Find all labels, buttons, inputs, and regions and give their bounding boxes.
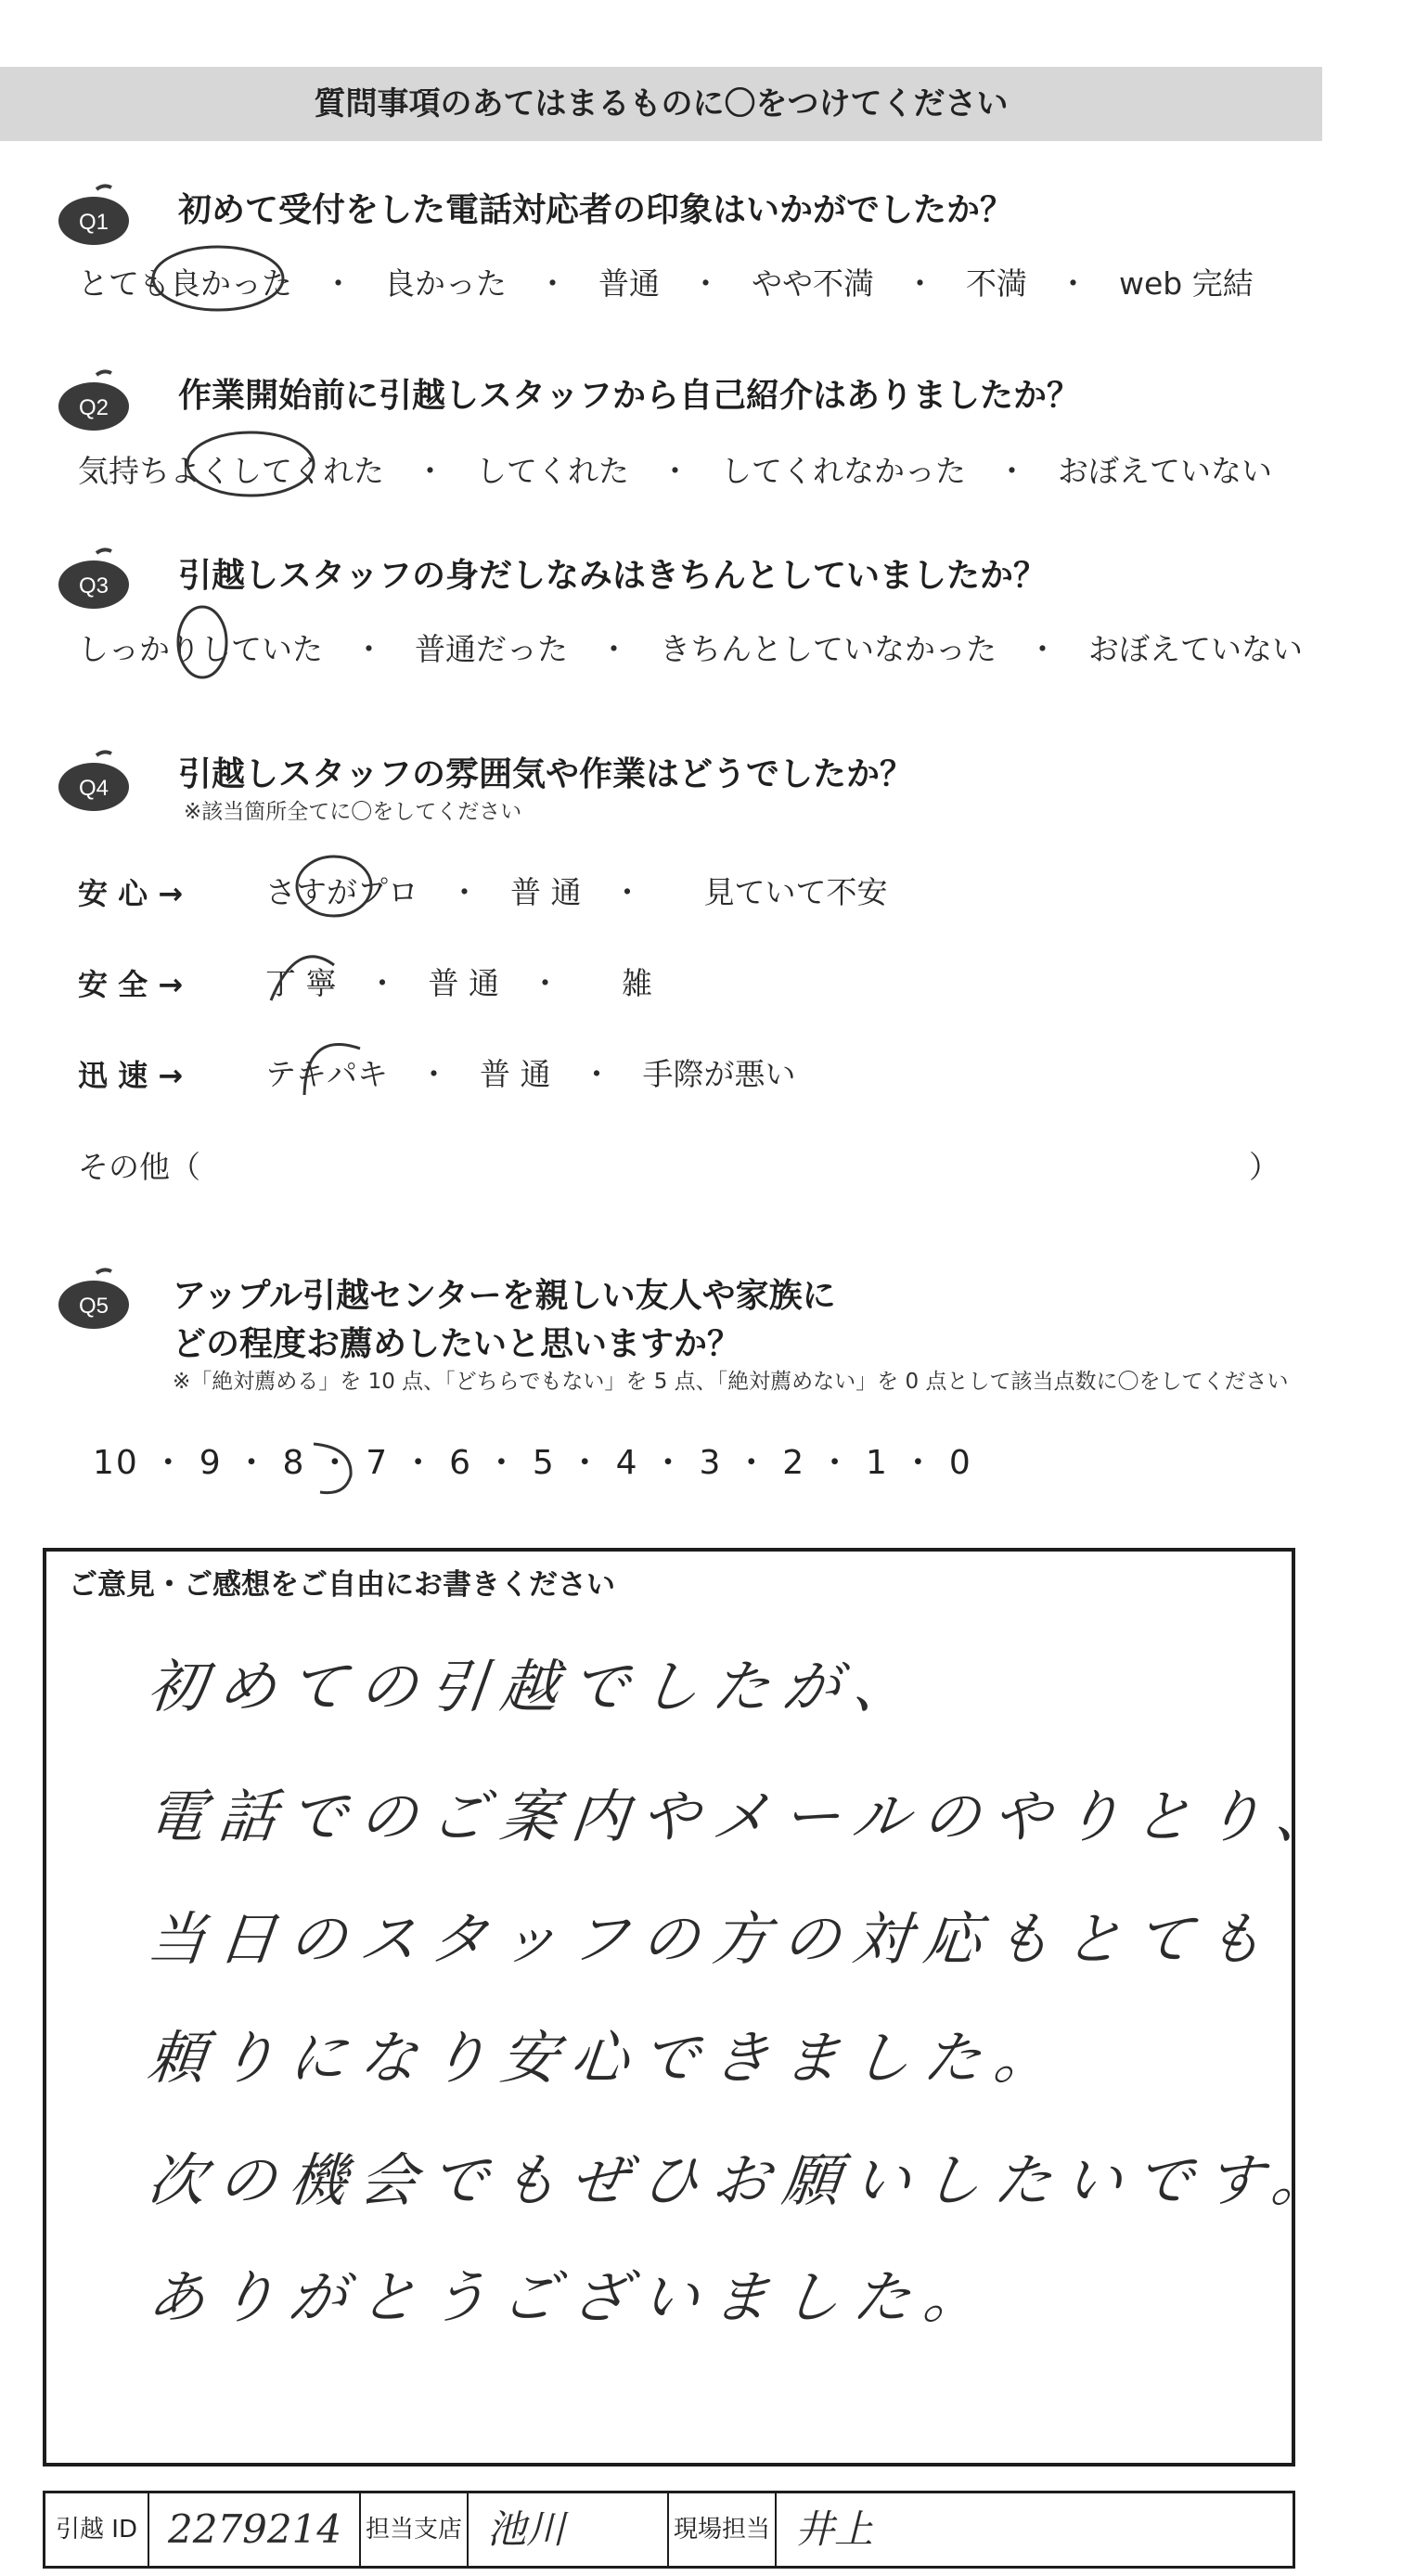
comment-line: 次の機会でもぜひお願いしたいです。 <box>144 2146 1346 2214</box>
q5-badge-label: Q5 <box>78 1294 109 1319</box>
q1-badge-label: Q1 <box>78 210 109 235</box>
comment-line: 初めての引越でしたが、 <box>144 1653 928 1720</box>
branch-value: 池川 <box>469 2493 669 2566</box>
q1-options: とても良かった ・ 良かった ・ 普通 ・ やや不満 ・ 不満 ・ web 完結 <box>78 265 1254 302</box>
q2-badge-label: Q2 <box>78 395 109 420</box>
move-id-label: 引越 ID <box>45 2493 149 2566</box>
q2-title: 作業開始前に引越しスタッフから自己紹介はありましたか？ <box>178 377 1081 415</box>
q5-badge-icon <box>56 1268 132 1331</box>
comment-line: 電話でのご案内やメールのやりとり、 <box>144 1783 1350 1850</box>
q4-row-label-anzen: 安 全 → <box>78 967 184 1002</box>
q5-scale: 10 ・ 9 ・ 8 ・ 7 ・ 6 ・ 5 ・ 4 ・ 3 ・ 2 ・ 1 ・ 0 <box>93 1444 972 1482</box>
q5-title-line1: アップル引越センターを親しい友人や家族に <box>173 1277 836 1315</box>
q4-title: 引越しスタッフの雰囲気や作業はどうでしたか？ <box>178 755 914 793</box>
q4-row-options-jinsoku: テキパキ ・ 普 通 ・ 手際が悪い <box>265 1056 796 1092</box>
q5-note: ※「絶対薦める」を 10 点、「どちらでもない」を 5 点、「絶対薦めない」を 0 点として該当点数に〇をしてください <box>173 1370 1289 1394</box>
comment-line: ありがとうございました。 <box>144 2263 998 2331</box>
q3-badge-icon <box>56 547 132 611</box>
q4-other-close: ） <box>1249 1149 1280 1185</box>
comment-line: 頼りになり安心できました。 <box>144 2024 1069 2092</box>
branch-label: 担当支店 <box>361 2493 469 2566</box>
q3-options: しっかりしていた ・ 普通だった ・ きちんとしていなかった ・ おぼえていない <box>78 631 1303 667</box>
q3-badge-label: Q3 <box>78 573 109 599</box>
q4-badge-label: Q4 <box>78 776 109 801</box>
staff-value: 井上 <box>795 2506 874 2552</box>
move-id-value: 2279214 <box>149 2493 361 2566</box>
q3-title: 引越しスタッフの身だしなみはきちんとしていましたか？ <box>178 557 1048 595</box>
q4-row-options-anzen: 丁 寧 ・ 普 通 ・ 雑 <box>265 965 652 1001</box>
staff-label: 現場担当 <box>669 2493 777 2566</box>
footer-table <box>43 2491 1295 2569</box>
comment-title: ご意見・ご感想をご自由にお書きください <box>69 1568 615 1602</box>
q5-title-line2: どの程度お薦めしたいと思いますか？ <box>173 1325 741 1363</box>
q1-title: 初めて受付をした電話対応者の印象はいかがでしたか？ <box>178 191 1014 229</box>
q4-other-label: その他（ <box>78 1149 200 1185</box>
q4-row-options-anshin: さすがプロ ・ 普 通 ・ 見ていて不安 <box>265 874 888 910</box>
q2-badge-icon <box>56 369 132 432</box>
q2-options: 気持ちよくしてくれた ・ してくれた ・ してくれなかった ・ おぼえていない <box>78 453 1272 489</box>
comment-line: 当日のスタッフの方の対応もとても <box>144 1905 1280 1973</box>
q1-badge-icon <box>56 184 132 247</box>
q4-badge-icon <box>56 750 132 813</box>
q4-note: ※該当箇所全てに〇をしてください <box>184 800 522 824</box>
q4-row-label-anshin: 安 心 → <box>78 876 184 911</box>
page-title: 質問事項のあてはまるものに〇をつけてください <box>314 85 1009 122</box>
q4-row-label-jinsoku: 迅 速 → <box>78 1058 184 1093</box>
